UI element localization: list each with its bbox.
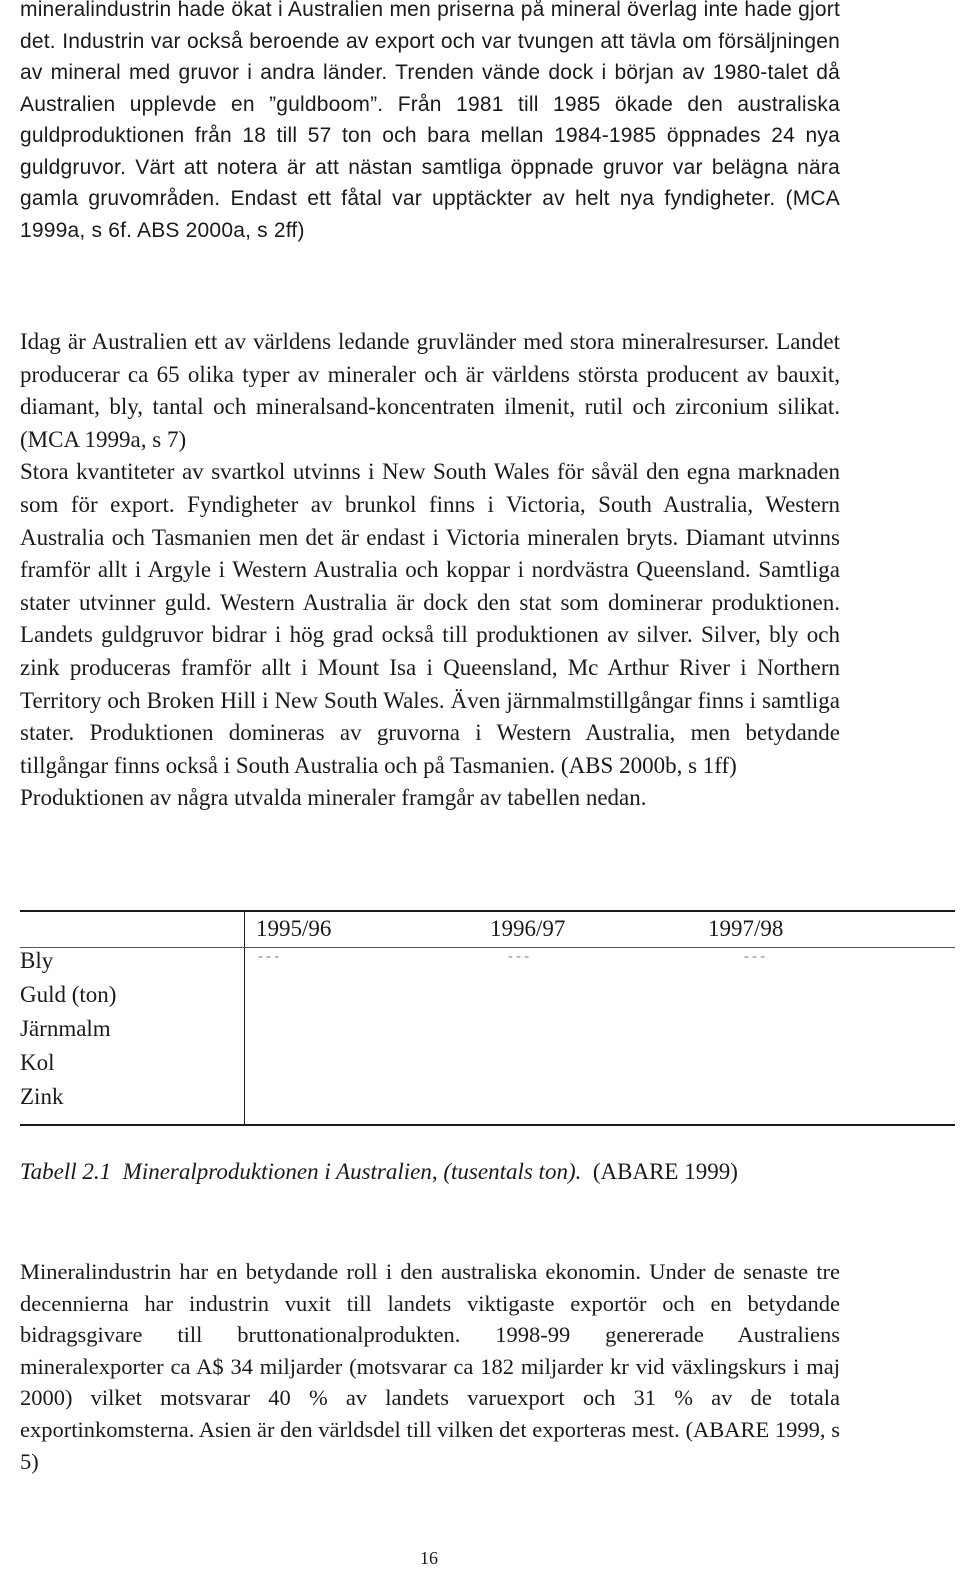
- table-header-1997: 1997/98: [708, 916, 784, 941]
- table-caption: [20, 1156, 850, 1188]
- table-placeholder-2: - - -: [508, 949, 529, 964]
- table-column-divider: [244, 912, 245, 1124]
- table-row-label: Zink: [20, 1084, 64, 1109]
- caption-label: Tabell 2.1: [20, 1159, 112, 1184]
- table-row-label: Kol: [20, 1050, 55, 1075]
- paragraph-mineral-resources: [20, 326, 840, 815]
- table-header-1996: 1996/97: [490, 916, 566, 941]
- caption-title: Mineralproduktionen i Australien, (tusentals ton).: [122, 1159, 582, 1184]
- table-row-label: Järnmalm: [20, 1016, 111, 1041]
- table-top-rule: [20, 910, 955, 912]
- table-bottom-rule: [20, 1124, 955, 1126]
- page-number: 16: [420, 1548, 438, 1568]
- paragraph-deposits: Stora kvantiteter av svartkol utvinns i New South Wales för såväl den egna marknaden som för export. Fyndigheter av brunkol finns i Victoria, South Australia, Western Australia och Tasmanien men det är endast i Victoria mineralen bryts. Diamant utvinns framför allt i Argyle i Western Australia och koppar i nordvästra Queensland. Samtliga stater utvinner guld. Western Australia är dock den stat som dominerar produktionen. Landets guldgruvor bidrar i hög grad också till produktionen av silver. Silver, bly och zink produceras framför allt i Mount Isa i Queensland, Mc Arthur River i Northern Territory och Broken Hill i New South Wales. Även järnmalmstillgångar finns i samtliga stater. Produktionen domineras av gruvorna i Western Australia, men betydande tillgångar finns också i South Australia och på Tasmanien. (ABS 2000b, s 1ff): [20, 459, 840, 778]
- paragraph-table-lead: Produktionen av några utvalda mineraler framgår av tabellen nedan.: [20, 785, 647, 811]
- table-header-rule: [20, 947, 955, 948]
- table-row-label: Bly: [20, 948, 54, 973]
- table-header-1995: 1995/96: [256, 916, 332, 941]
- caption-source: (ABARE 1999): [592, 1159, 738, 1184]
- paragraph-intro: Idag är Australien ett av världens ledande gruvländer med stora mineralresurser. Landet producerar ca 65 olika typer av mineraler och är världens största producent av bauxit, diamant, bly, tantal och mineralsand-koncentraten ilmenit, rutil och zirconium silikat. (MCA 1999a, s 7): [20, 329, 840, 452]
- paragraph-economy: Mineralindustrin har en betydande roll i den australiska ekonomin. Under de senaste tre decennierna har industrin vuxit till landets viktigaste exportör och en betydande bidragsgivare till bruttonationalprodukten. 1998-99 genererade Australiens mineralexporter ca A$ 34 miljarder (motsvarar ca 182 miljarder kr vid växlingskurs i maj 2000) vilket motsvarar 40 % av landets varuexport och 31 % av de totala exportinkomsterna. Asien är den världsdel till vilken det exporteras mest. (ABARE 1999, s 5): [20, 1259, 840, 1474]
- table-placeholder-1: - - -: [258, 949, 279, 964]
- table-placeholder-3: - - -: [744, 949, 765, 964]
- paragraph-gold-boom: mineralindustrin hade ökat i Australien men priserna på mineral överlag inte hade gjort det. Industrin var också beroende av export och var tvungen att tävla om försäljningen av mineral med gruvor i andra länder. Trenden vände dock i början av 1980-talet då Australien upplevde en ”guldboom”. Från 1981 till 1985 ökade den australiska guldproduktionen från 18 till 57 ton och bara mellan 1984-1985 öppnades 24 nya guldgruvor. Värt att notera är att nästan samtliga öppnade gruvor var belägna nära gamla gruvområden. Endast ett fåtal var upptäckter av helt nya fyndigheter. (MCA 1999a, s 6f. ABS 2000a, s 2ff): [20, 0, 840, 242]
- table-row-label: Guld (ton): [20, 982, 117, 1007]
